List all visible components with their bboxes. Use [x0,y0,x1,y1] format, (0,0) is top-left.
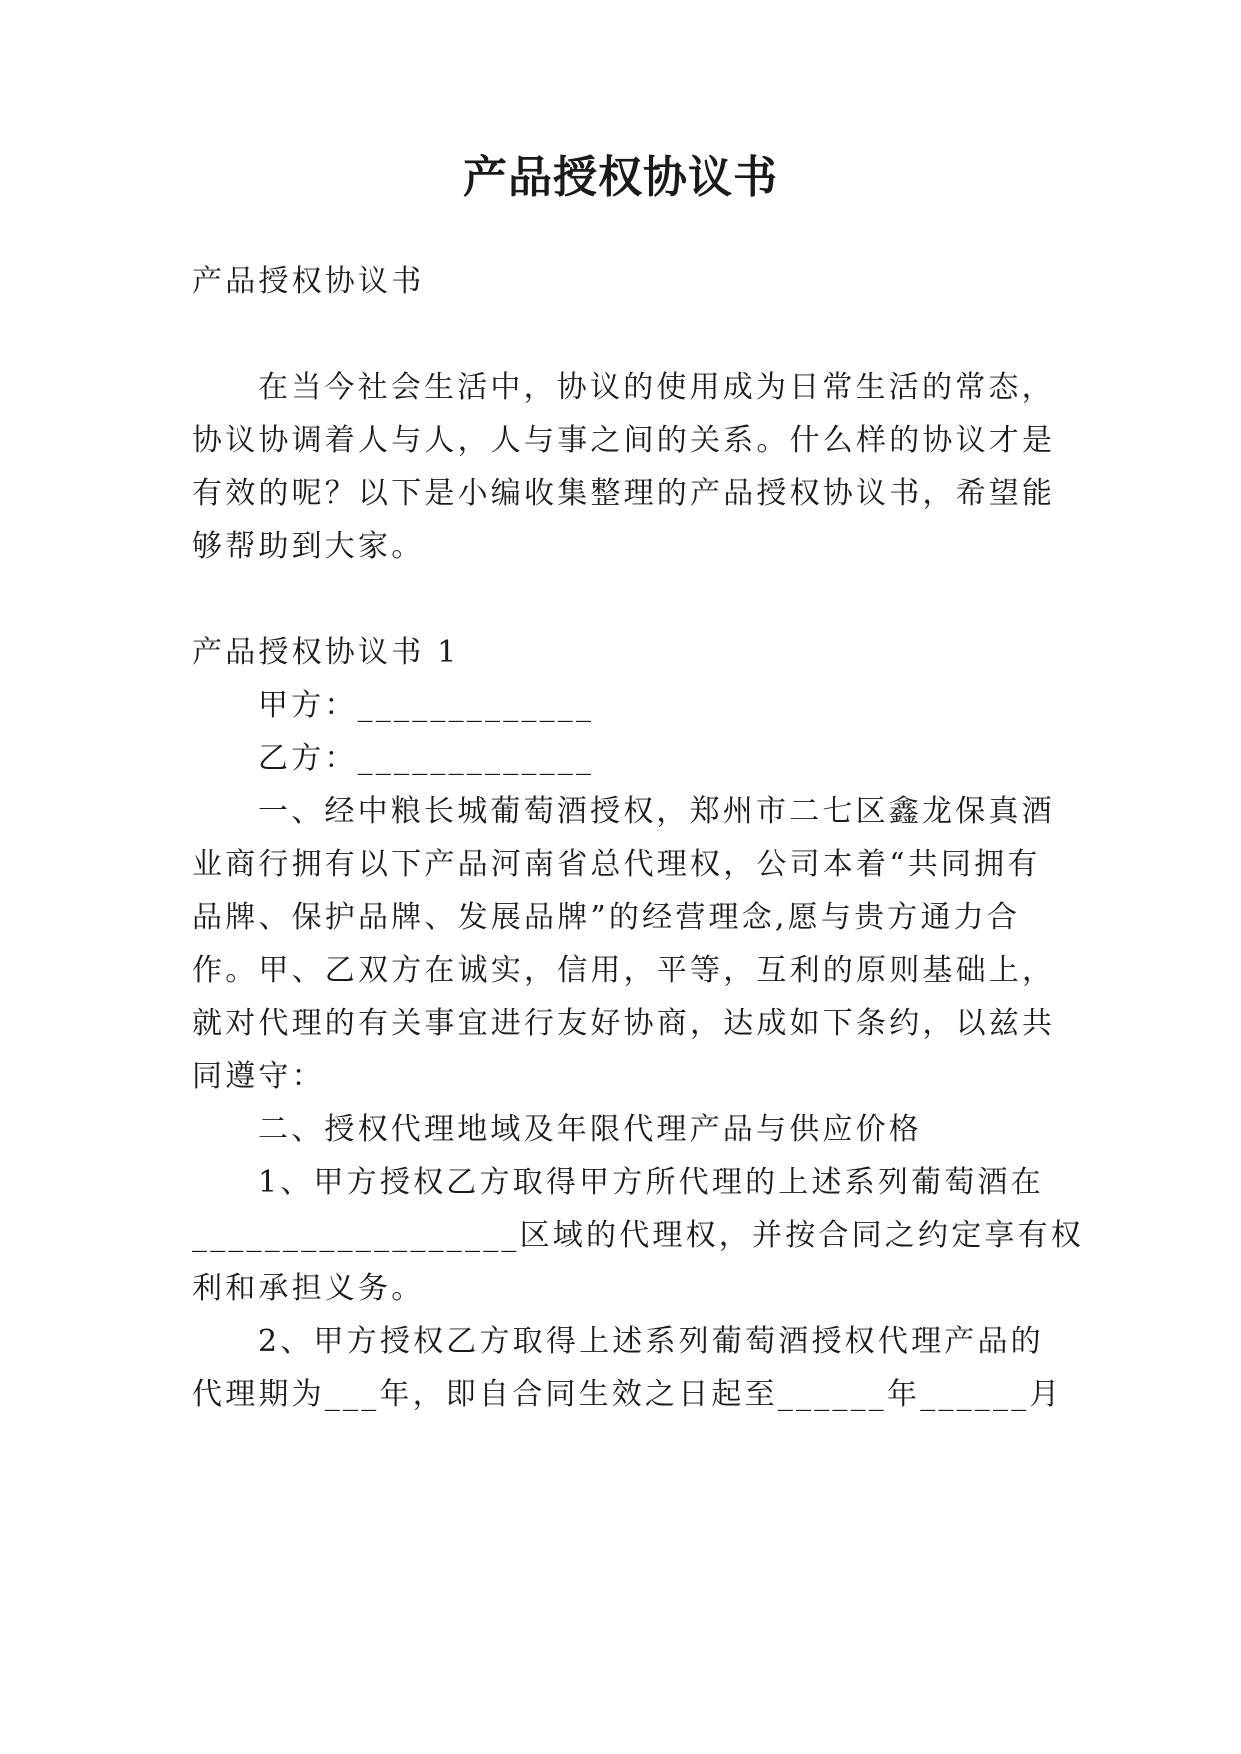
clause1-line-1: 一、经中粮长城葡萄酒授权，郑州市二七区鑫龙保真酒 [258,794,1055,829]
item1-line-2: __________________区域的代理权，并按合同之约定享有权 [192,1218,1084,1253]
item1-line-1: 1、甲方授权乙方取得甲方所代理的上述系列葡萄酒在 [258,1165,1044,1200]
intro-line-2: 协议协调着人与人，人与事之间的关系。什么样的协议才是 [192,423,1056,458]
party-b: 乙方：_____________ [258,741,595,776]
party-a: 甲方：_____________ [258,688,595,723]
intro-line-3: 有效的呢？以下是小编收集整理的产品授权协议书，希望能 [192,476,1056,511]
item1-line-3: 利和承担义务。 [192,1271,425,1306]
item2-line-2: 代理期为___年，即自合同生效之日起至______年______月 [192,1377,1063,1412]
section-heading: 产品授权协议书 1 [192,635,460,670]
document-title: 产品授权协议书 [463,152,778,203]
clause1-line-4: 作。甲、乙双方在诚实，信用，平等，互利的原则基础上， [192,953,1056,988]
clause1-line-6: 同遵守： [192,1059,325,1094]
item2-line-1: 2、甲方授权乙方取得上述系列葡萄酒授权代理产品的 [258,1324,1044,1359]
clause1-line-2: 业商行拥有以下产品河南省总代理权，公司本着“共同拥有 [192,847,1041,882]
clause2-heading: 二、授权代理地域及年限代理产品与供应价格 [258,1112,922,1147]
intro-line-1: 在当今社会生活中，协议的使用成为日常生活的常态， [258,370,1055,405]
clause1-line-3: 品牌、保护品牌、发展品牌”的经营理念,愿与贵方通力合 [192,900,1021,935]
intro-line-4: 够帮助到大家。 [192,529,425,564]
document-subtitle: 产品授权协议书 [192,264,425,299]
clause1-line-5: 就对代理的有关事宜进行友好协商，达成如下条约，以兹共 [192,1006,1056,1041]
